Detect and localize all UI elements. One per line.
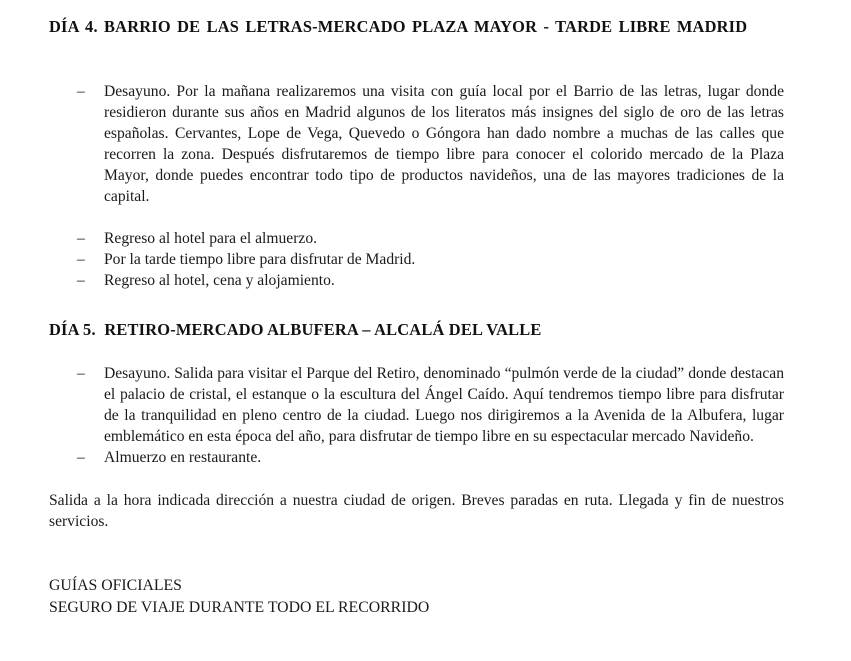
day4-item-breakfast-visit: Desayuno. Por la mañana realizaremos una visita con guía local por el Barrio de las letras, lugar donde residieron durante sus años en Madrid algunos de los literatos más insignes del siglo de oro de las letras españolas. Cervantes, Lope de Vega, Quevedo o Góngora han dado nombre a muchas de las calles que recorren la zona. Después disfrutaremos de tiempo libre para conocer el colorido mercado de la Plaza Mayor, donde puedes encontrar todo tipo de productos navideños, una de las mayores tradiciones de la capital. [104, 83, 784, 205]
closing-paragraph: Salida a la hora indicada dirección a nuestra ciudad de origen. Breves paradas en ruta. Llegada y fin de nuestros servicios. [49, 492, 784, 530]
day5-item-lunch: Almuerzo en restaurante. [104, 449, 262, 466]
list-item [0, 270, 784, 291]
day5-item-retiro-visit: Desayuno. Salida para visitar el Parque del Retiro, denominado “pulmón verde de la ciudad” donde destacan el palacio de cristal, el estanque o la escultura del Ángel Caído. Aquí tendremos tiempo libre para disfrutar de la tranquilidad en pleno centro de la ciudad. Luego nos dirigiremos a la Avenida de la Albufera, lugar emblemático en esta época del año, para disfrutar de tiempo libre en su espectacular mercado Navideño. [104, 365, 784, 445]
list-item [0, 249, 784, 270]
day5-heading: DÍA 5. RETIRO-MERCADO ALBUFERA – ALCALÁ DEL VALLE [49, 320, 542, 339]
dash-bullet: – [77, 83, 85, 100]
list-item [0, 447, 784, 468]
dash-bullet: – [77, 251, 85, 268]
dash-bullet: – [77, 230, 85, 247]
day4-item-lunch: Regreso al hotel para el almuerzo. [104, 230, 318, 247]
travel-insurance-note: SEGURO DE VIAJE DURANTE TODO EL RECORRIDO [49, 599, 430, 616]
list-item [0, 228, 784, 249]
day5-activity-list [0, 363, 851, 468]
day4-activity-list [0, 81, 851, 291]
list-item [0, 363, 784, 447]
official-guides-note: GUÍAS OFICIALES [49, 577, 182, 594]
dash-bullet: – [77, 365, 85, 382]
day4-item-free-afternoon: Por la tarde tiempo libre para disfrutar de Madrid. [104, 251, 416, 268]
dash-bullet: – [77, 449, 85, 466]
list-item [0, 81, 784, 207]
day4-item-dinner: Regreso al hotel, cena y alojamiento. [104, 272, 335, 289]
day4-heading: DÍA 4. BARRIO DE LAS LETRAS-MERCADO PLAZA MAYOR - TARDE LIBRE MADRID [49, 17, 748, 36]
dash-bullet: – [77, 272, 85, 289]
